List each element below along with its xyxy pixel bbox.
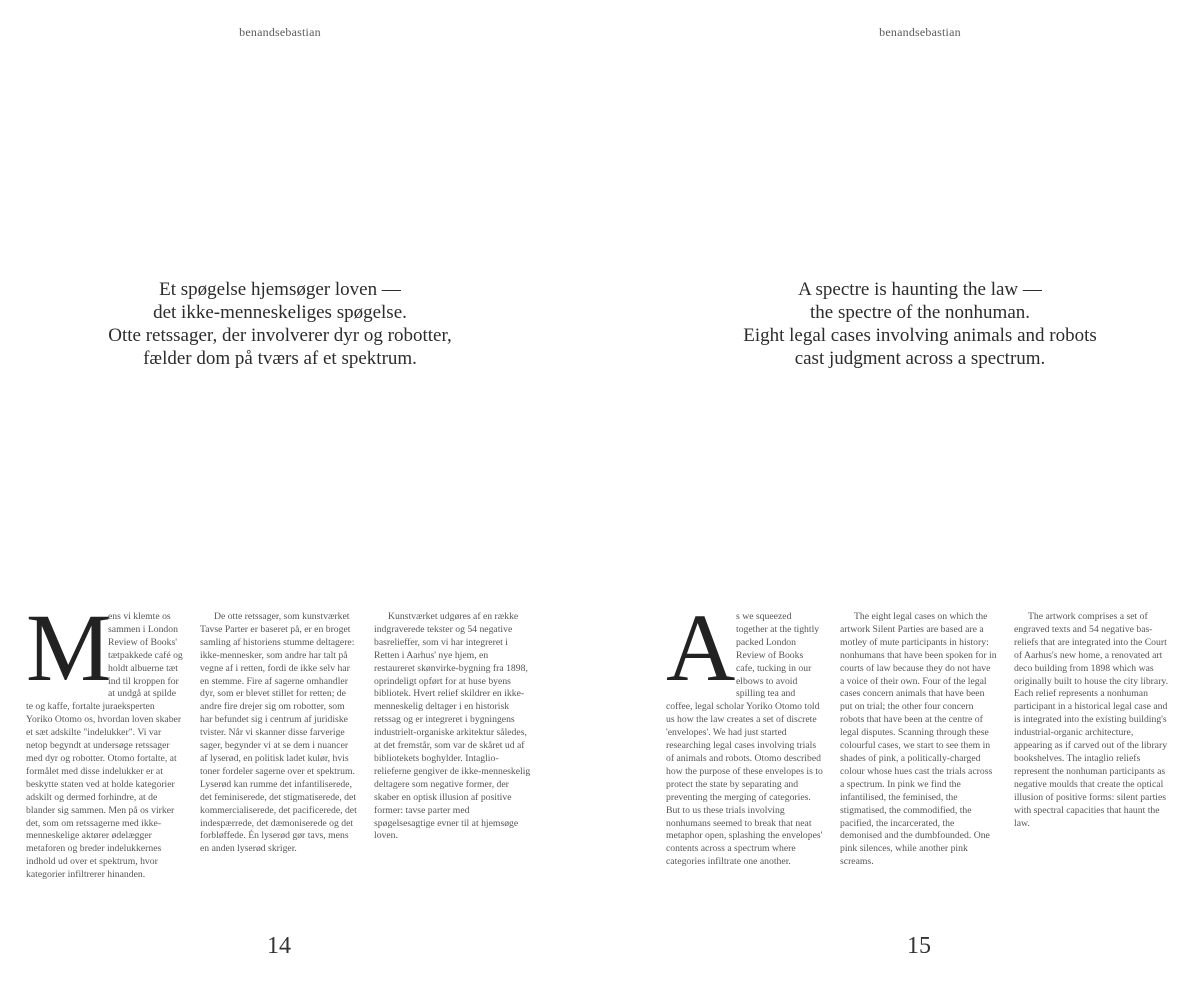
title-line: the spectre of the nonhuman.: [809, 302, 1030, 323]
text-column-1: [26, 594, 183, 882]
text-column-2: [200, 611, 357, 856]
text-column-3: [374, 611, 531, 843]
page-header: benandsebastian: [879, 25, 961, 39]
body-paragraph: ens vi klemte os sammen i London Review of Books' tætpakkede café og holdt albuerne tæt ind til kroppen for at undgå at spilde te og kaffe, fortalte juraeksperten Yoriko Otomo os, hvordan loven skaber et sæt adskilte "indelukker". Vi var netop begyndt at undersøge retssager med dyr og robotter. Otomo fortalte, at formålet med disse indelukker er at beskytte staten ved at holde kategorier adskilt og dermed forhindre, at de blander sig sammen. Men på os virker det, som om retssagerne med ikke-menneskelige aktører ødelægger metaforen og breder indelukkernes indhold ud over et spektrum, hvor kategorier infiltrerer hinanden.: [26, 611, 183, 881]
page-number: 15: [907, 933, 931, 959]
title-line: Otte retssager, der involverer dyr og robotter,: [108, 325, 452, 346]
page-header: benandsebastian: [239, 25, 321, 39]
title-line: cast judgment across a spectrum.: [794, 348, 1046, 369]
text-column-2: [840, 611, 997, 869]
drop-cap: M: [26, 594, 112, 701]
title-line: det ikke-menneskeliges spøgelse.: [153, 302, 407, 323]
title-line: fælder dom på tværs af et spektrum.: [143, 348, 417, 369]
body-paragraph: The artwork comprises a set of engraved texts and 54 negative bas-reliefs that are integrated into the Court of Aarhus's new home, a renovated art deco building from 1898 which was originally built to house the city library. Each relief represents a nonhuman participant in a historical legal case and is integrated into the existing building's industrial-organic architecture, appearing as if carved out of the library bookshelves. The intaglio reliefs represent the nonhuman participants as negative moulds that create the optical illusion of positive forms: silent parties with spectral capacities that haunt the law.: [1014, 611, 1169, 829]
body-paragraph: Kunstværket udgøres af en række indgraverede tekster og 54 negative basrelieffer, som vi har integreret i Retten i Aarhus' nye hjem, en restaureret skønvirke-bygning fra 1898, oprindeligt opført for at huse byens bibliotek. Hvert relief skildrer en ikke-menneskelig deltager i en historisk retssag og er integreret i bygningens industrielt-organiske arkitektur således, at det fremstår, som var de skåret ud af bibliotekets boghylder. Intaglio-relieferne gengiver de ikke-menneskelig deltagere som negative former, der skaber en optisk illusion af positive former: tavse parter med spøgelsesagtige evner til at hjemsøge loven.: [374, 611, 531, 842]
text-column-3: [1014, 611, 1171, 830]
page-title: [640, 278, 1200, 370]
body-paragraph: De otte retssager, som kunstværket Tavse Parter er baseret på, er en broget samling af historiens stumme deltagere: ikke-mennesker, som andre har talt på vegne af i retten, fordi de ikke selv har en stemme. Fire af sagerne omhandler dyr, som er blevet stillet for retten; de andre fire drejer sig om robotter, som har befundet sig i centrum af juridiske tvister. Når vi skanner disse farverige sager, begynder vi at se dem i nuancer af lyserød, en politisk ladet kulør, hvis toner fordeler sagerne over et spektrum. Lyserød kan rumme det infantiliserede, det feminiserede, det stigmatiserede, det kommercialiserede, det pacificerede, det indespærrede, det dæmoniserede og det forbløffede. Én lyserød gør tavs, mens en anden lyserød skriger.: [200, 611, 357, 855]
page-title: [0, 278, 560, 370]
body-paragraph: s we squeezed together at the tightly packed London Review of Books cafe, tucking in our elbows to avoid spilling tea and coffee, legal scholar Yoriko Otomo told us how the law creates a set of discrete 'envelopes'. We had just started researching legal cases involving trials of animals and robots. Otomo described how the purpose of these envelopes is to protect the state by separating and preventing the merging of categories. But to us these trials involving nonhumans seemed to break that neat metaphor open, splashing the envelopes' contents across a spectrum where categories infiltrate one another.: [666, 611, 823, 868]
title-line: Eight legal cases involving animals and robots: [743, 325, 1097, 346]
body-paragraph: The eight legal cases on which the artwork Silent Parties are based are a motley of mute participants in history: nonhumans that have been spoken for in courts of law because they do not have a voice of their own. Four of the legal cases concern animals that have been put on trial; the other four concern robots that have been at the centre of legal disputes. Scanning through these colourful cases, we start to see them in shades of pink, a politically-charged colour whose hues cast the trials across a spectrum. In pink we find the infantilised, the feminised, the stigmatised, the commodified, the pacified, the incarcerated, the demonised and the dumbfounded. One pink silences, while another pink screams.: [840, 611, 997, 868]
page-number: 14: [267, 933, 291, 959]
right-page: [640, 0, 1200, 1000]
text-column-1: [666, 594, 823, 869]
drop-cap: A: [666, 594, 736, 701]
title-line: A spectre is haunting the law —: [798, 279, 1042, 300]
title-line: Et spøgelse hjemsøger loven —: [159, 279, 401, 300]
